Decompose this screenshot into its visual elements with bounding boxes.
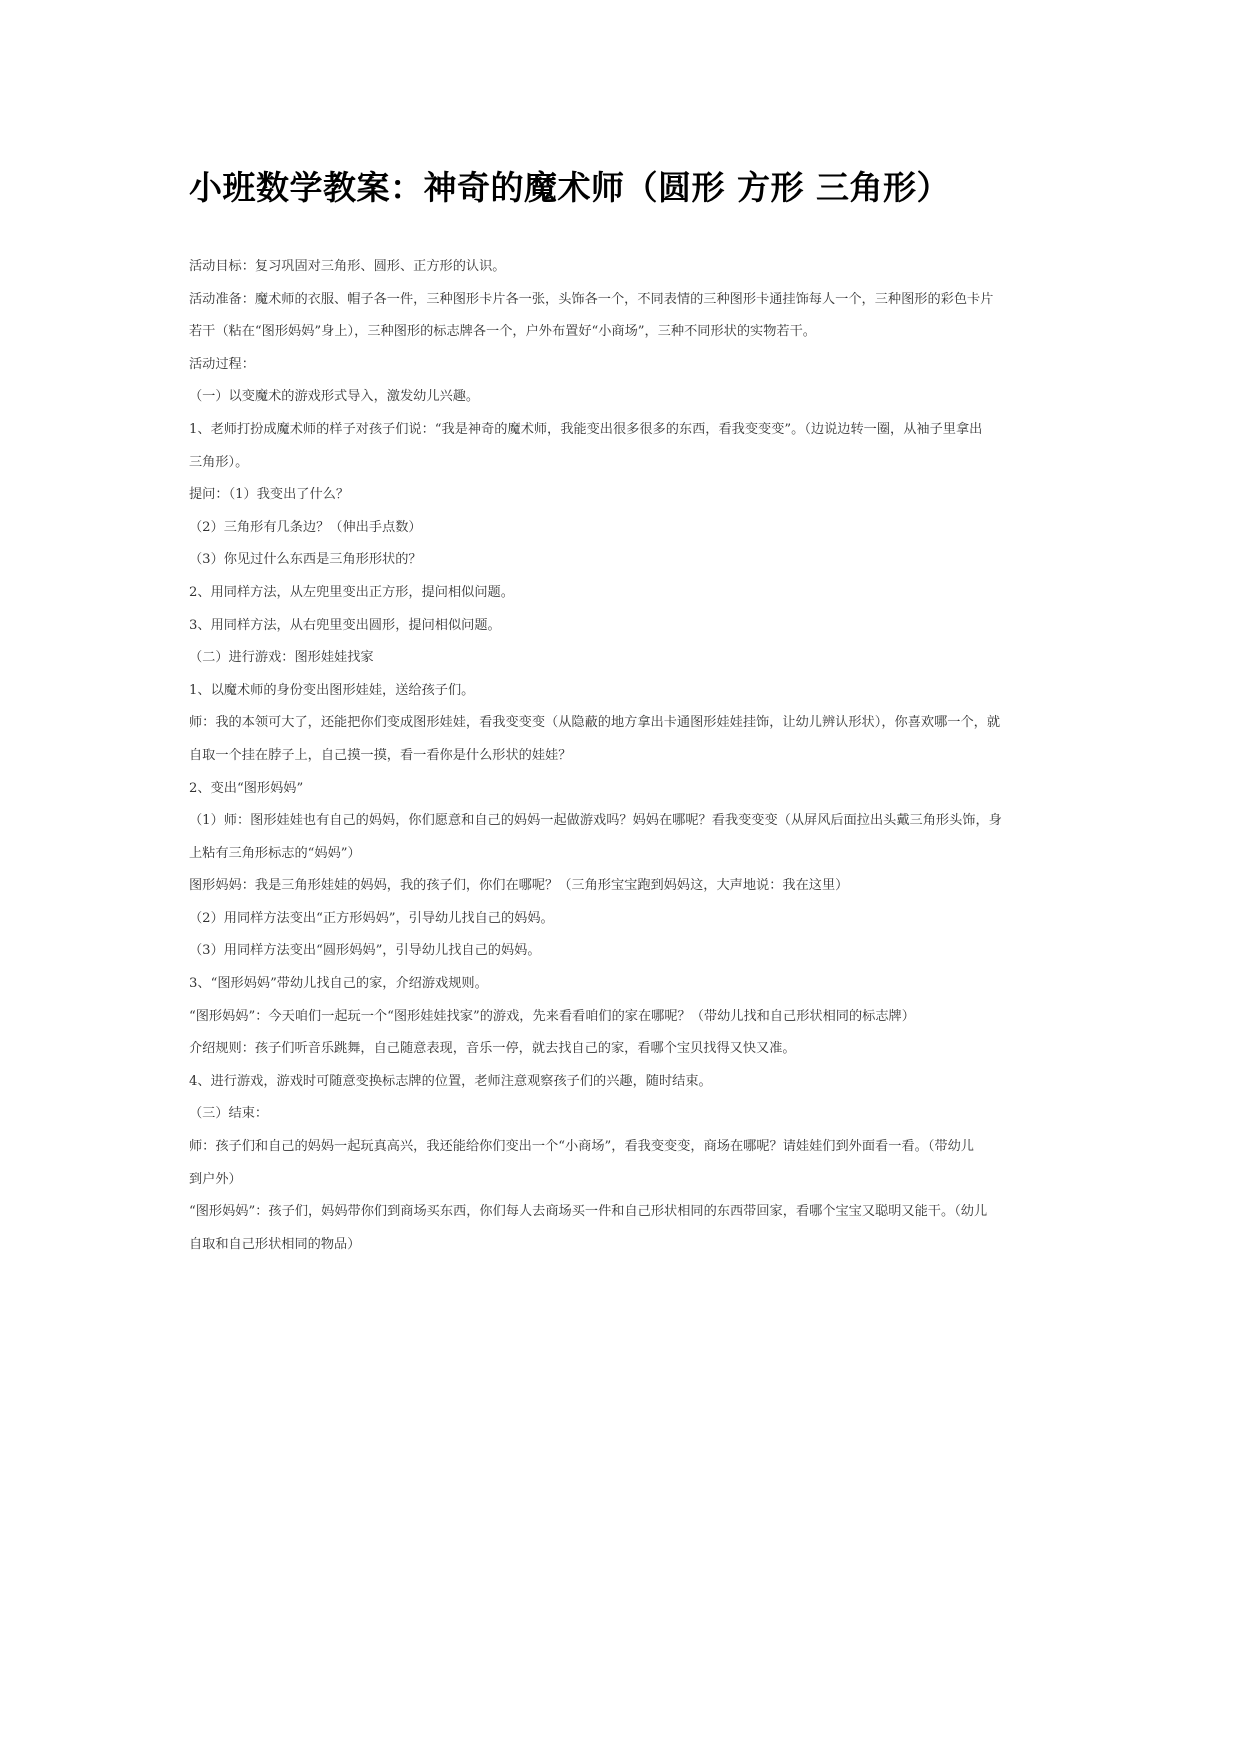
- text-line: 活动目标：复习巩固对三角形、圆形、正方形的认识。: [189, 259, 506, 274]
- text-line: （2）用同样方法变出“正方形妈妈”，引导幼儿找自己的妈妈。: [189, 910, 554, 926]
- text-line: 自取一个挂在脖子上，自己摸一摸，看一看你是什么形状的娃娃？: [189, 747, 572, 763]
- text-line: 若干（粘在“图形妈妈”身上），三种图形的标志牌各一个，户外布置好“小商场”，三种不同形状的实物若干。: [189, 324, 816, 340]
- text-line: “图形妈妈”：今天咱们一起玩一个“图形娃娃找家”的游戏，先来看看咱们的家在哪呢？（带幼儿找和自己形状相同的标志牌）: [189, 1008, 915, 1024]
- text-line: 1、以魔术师的身份变出图形娃娃，送给孩子们。: [189, 682, 475, 698]
- text-line: 师：孩子们和自己的妈妈一起玩真高兴，我还能给你们变出一个“小商场”，看我变变变，商场在哪呢？请娃娃们到外面看一看。（带幼儿: [189, 1139, 974, 1155]
- text-line: （三）结束：: [189, 1106, 269, 1122]
- text-line: 3、“图形妈妈”带幼儿找自己的家，介绍游戏规则。: [189, 976, 488, 992]
- text-line: （1）师：图形娃娃也有自己的妈妈，你们愿意和自己的妈妈一起做游戏吗？妈妈在哪呢？看我变变变（从屏风后面拉出头戴三角形头饰，身: [189, 813, 1002, 829]
- document-title: 小班数学教案：神奇的魔术师（圆形 方形 三角形）: [189, 168, 950, 207]
- text-line: “图形妈妈”：孩子们，妈妈带你们到商场买东西，你们每人去商场买一件和自己形状相同的东西带回家，看哪个宝宝又聪明又能干。（幼儿: [189, 1204, 988, 1220]
- text-line: 2、用同样方法，从左兜里变出正方形，提问相似问题。: [189, 584, 514, 600]
- text-line: 2、变出“图形妈妈”: [189, 780, 304, 796]
- text-line: （3）用同样方法变出“圆形妈妈”，引导幼儿找自己的妈妈。: [189, 943, 541, 959]
- text-line: 活动过程：: [189, 356, 255, 372]
- document-body: [189, 251, 1059, 1261]
- text-line: 1、老师打扮成魔术师的样子对孩子们说：“我是神奇的魔术师，我能变出很多很多的东西，看我变变变”。（边说边转一圈，从袖子里拿出: [189, 421, 983, 437]
- text-line: 提问：（1）我变出了什么？: [189, 487, 350, 503]
- text-line: （2）三角形有几条边？（伸出手点数）: [189, 519, 422, 535]
- text-line: 上粘有三角形标志的“妈妈”）: [189, 845, 361, 861]
- text-line: 到户外）: [189, 1171, 242, 1187]
- text-line: 介绍规则：孩子们听音乐跳舞，自己随意表现，音乐一停，就去找自己的家，看哪个宝贝找得又快又准。: [189, 1041, 796, 1057]
- text-line: 活动准备：魔术师的衣服、帽子各一件，三种图形卡片各一张，头饰各一个，不同表情的三种图形卡通挂饰每人一个，三种图形的彩色卡片: [189, 291, 994, 307]
- text-line: （一）以变魔术的游戏形式导入，激发幼儿兴趣。: [189, 389, 480, 405]
- text-line: 师：我的本领可大了，还能把你们变成图形娃娃，看我变变变（从隐蔽的地方拿出卡通图形娃娃挂饰，让幼儿辨认形状），你喜欢哪一个，就: [189, 715, 1001, 731]
- text-line: 自取和自己形状相同的物品）: [189, 1236, 361, 1252]
- text-line: 三角形）。: [189, 454, 249, 470]
- text-line: （二）进行游戏：图形娃娃找家: [189, 650, 374, 666]
- text-line: 3、用同样方法，从右兜里变出圆形，提问相似问题。: [189, 617, 501, 633]
- text-line: 图形妈妈：我是三角形娃娃的妈妈，我的孩子们，你们在哪呢？（三角形宝宝跑到妈妈这，大声地说：我在这里）: [189, 878, 849, 894]
- text-line: 4、进行游戏，游戏时可随意变换标志牌的位置，老师注意观察孩子们的兴趣，随时结束。: [189, 1073, 712, 1089]
- text-line: （3）你见过什么东西是三角形形状的？: [189, 552, 422, 568]
